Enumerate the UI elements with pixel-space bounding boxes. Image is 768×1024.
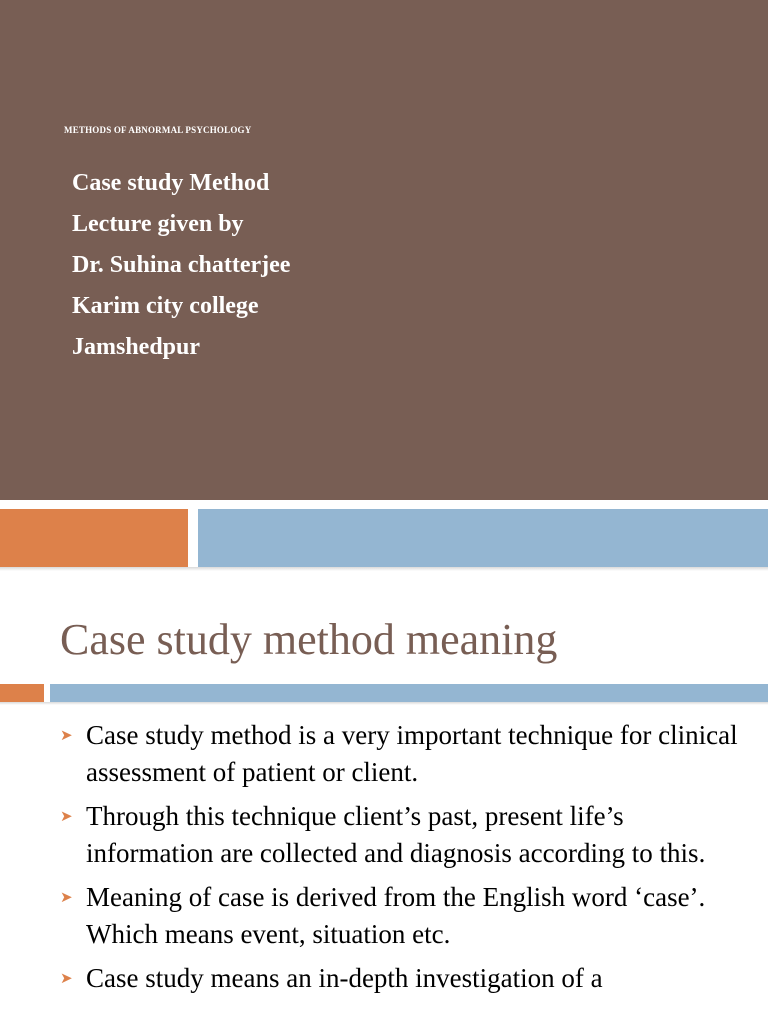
- bullet-item: [60, 717, 750, 791]
- bullet-item: [60, 960, 750, 997]
- bullet-text: Case study means an in-depth investigation of a: [86, 963, 603, 993]
- title-line: Lecture given by: [72, 211, 244, 237]
- title-underline-shadow: [0, 702, 768, 705]
- title-slide: [0, 0, 768, 500]
- chevron-right-icon: ➤: [60, 888, 73, 906]
- chevron-right-icon: ➤: [60, 969, 73, 987]
- title-lines: [72, 163, 290, 368]
- title-line: Jamshedpur: [72, 334, 201, 360]
- bullet-text: Through this technique client’s past, present life’s information are collected and diagnosis according to this.: [86, 801, 706, 868]
- accent-bar-shadow: [0, 567, 768, 571]
- title-line: Karim city college: [72, 293, 259, 319]
- bullet-item: [60, 798, 750, 872]
- bullet-text: Meaning of case is derived from the English word ‘case’. Which means event, situation etc.: [86, 882, 706, 949]
- slide-kicker: METHODS OF ABNORMAL PSYCHOLOGY: [64, 125, 252, 135]
- chevron-right-icon: ➤: [60, 726, 73, 744]
- title-underline-orange: [0, 684, 44, 702]
- accent-bar-blue: [198, 509, 768, 567]
- title-line: Dr. Suhina chatterjee: [72, 252, 291, 278]
- slide-title: Case study method meaning: [60, 615, 558, 664]
- chevron-right-icon: ➤: [60, 807, 73, 825]
- accent-bar-orange: [0, 509, 188, 567]
- bullet-item: [60, 879, 750, 953]
- title-underline-blue: [50, 684, 768, 702]
- title-line: Case study Method: [72, 170, 270, 196]
- bullet-text: Case study method is a very important technique for clinical assessment of patient or client.: [86, 720, 738, 787]
- bullet-list: [60, 717, 750, 1004]
